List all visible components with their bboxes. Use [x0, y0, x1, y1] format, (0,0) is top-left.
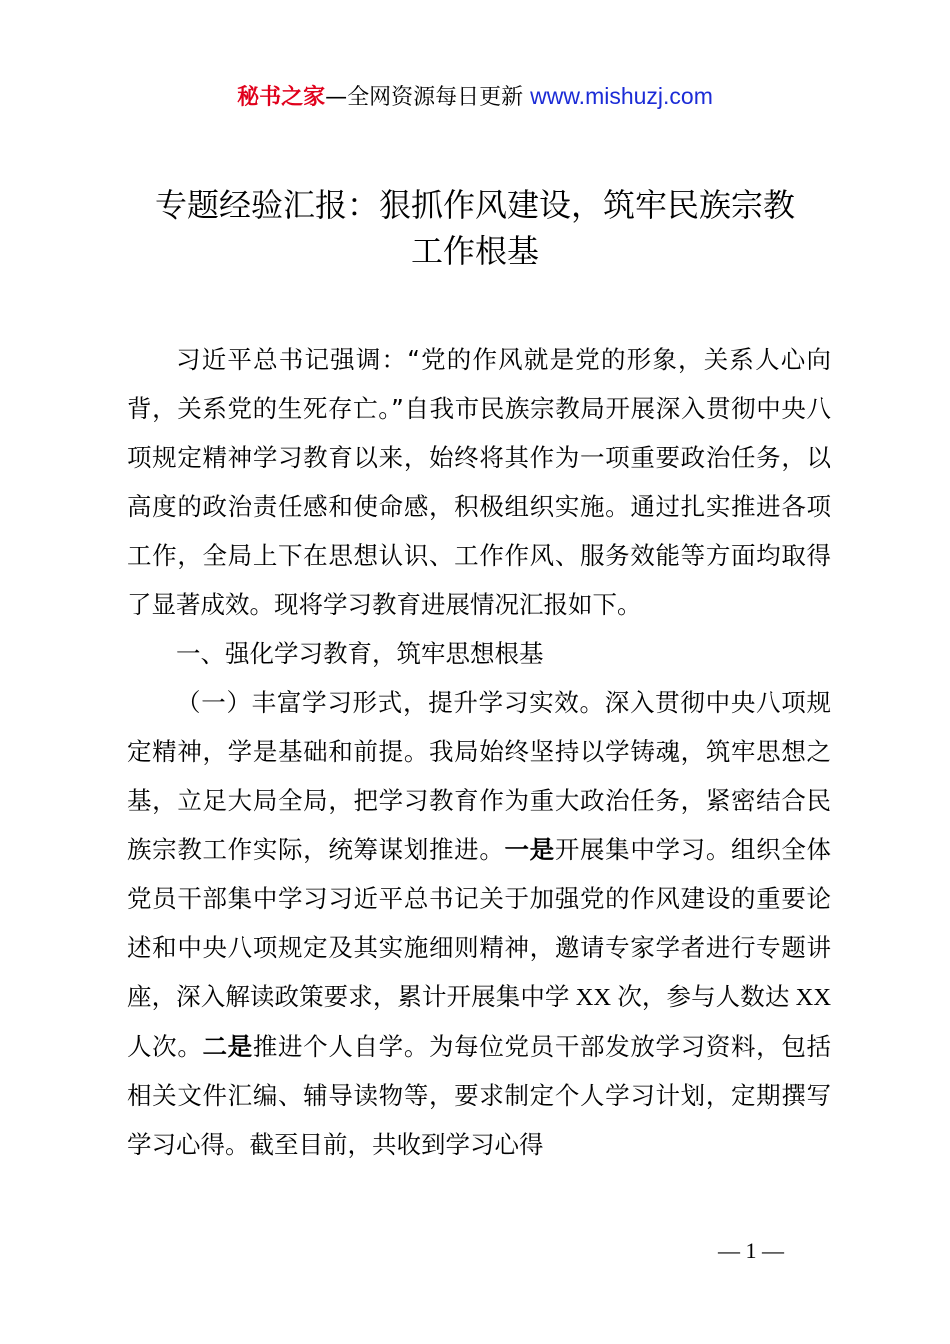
participants-text: 次，参与人数达: [617, 982, 790, 1011]
document-body: [127, 335, 831, 1169]
paragraph-1-1: [127, 678, 831, 1169]
point-one-text: 开展集中学习。组织全体党员干部集中学习习近平总书记关于加强党的作风建设的重要论述和中央八项规定及其实施细则精神，邀请专家学者进行专题讲座，深入解读政策要求，累计开展集中学: [127, 835, 832, 1011]
participants-unit: 人次。: [127, 1032, 203, 1061]
point-two-text: 推进个人自学。为每位党员干部发放学习资料，包括相关文件汇编、辅导读物等，要求制定个人学习计划，定期撰写学习心得。截至目前，共收到学习心得: [127, 1032, 832, 1159]
intro-paragraph: 习近平总书记强调：“党的作风就是党的形象，关系人心向背，关系党的生死存亡。”自我市民族宗教局开展深入贯彻中央八项规定精神学习教育以来，始终将其作为一项重要政治任务，以高度的政治责任感和使命感，积极组织实施。通过扎实推进各项工作，全局上下在思想认识、工作作风、服务效能等方面均取得了显著成效。现将学习教育进展情况汇报如下。: [127, 345, 831, 619]
page-number: — 1 —: [718, 1238, 784, 1263]
participant-count-placeholder: XX: [789, 984, 832, 1011]
site-url[interactable]: www.mishuzj.com: [530, 83, 713, 109]
title-line-2: 工作根基: [410, 232, 539, 270]
brand-name: 秘书之家: [237, 85, 326, 110]
paragraph-1-1-lead: （一）丰富学习形式，提升学习实效。深入贯彻中央八项规定精神，学是基础和前提。我局始终坚持以学铸魂，筑牢思想之基，立足大局全局，把学习教育作为重大政治任务，紧密结合民族宗教工作实际，统筹谋划推进。: [127, 688, 831, 864]
point-two-label: 二是: [202, 1032, 253, 1061]
document-title: [100, 182, 850, 274]
section-heading-1: 一、强化学习教育，筑牢思想根基: [176, 639, 544, 668]
header-tagline: —全网资源每日更新: [325, 85, 531, 110]
title-line-1: 专题经验汇报：狠抓作风建设，筑牢民族宗教: [154, 186, 795, 224]
point-one-label: 一是: [504, 835, 555, 864]
session-count-placeholder: XX: [569, 984, 618, 1011]
site-header: [0, 80, 950, 114]
